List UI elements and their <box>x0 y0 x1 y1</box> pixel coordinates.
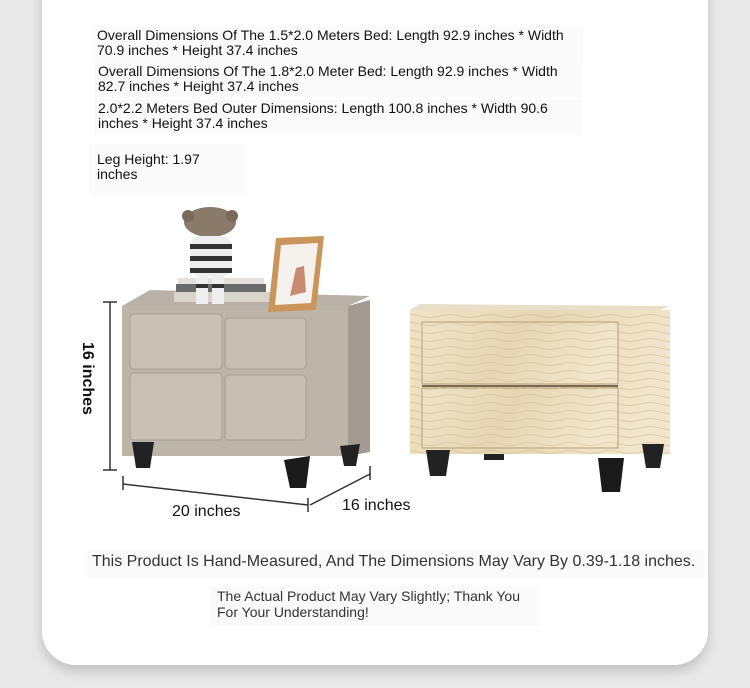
spec-bed-1-5: Overall Dimensions Of The 1.5*2.0 Meters Bed: Length 92.9 inches * Width 70.9 inches * Height 37.4 inches <box>93 26 583 62</box>
depth-label: 16 inches <box>342 497 411 514</box>
width-label: 20 inches <box>172 503 241 520</box>
upholstered-nightstand <box>122 290 370 488</box>
pine-nightstand <box>410 304 670 492</box>
spec-bed-1-8: Overall Dimensions Of The 1.8*2.0 Meter Bed: Length 92.9 inches * Width 82.7 inches * Height 37.4 inches <box>94 62 582 98</box>
measurement-disclaimer: This Product Is Hand-Measured, And The Dimensions May Vary By 0.39-1.18 inches. <box>85 551 705 577</box>
height-dimension-line <box>103 302 117 470</box>
spec-leg-height: Leg Height: 1.97 inches <box>89 144 245 196</box>
thank-you-note: The Actual Product May Vary Slightly; Thank You For Your Understanding! <box>210 586 540 626</box>
photo-frame <box>268 236 324 312</box>
height-label: 16 inches <box>79 342 96 415</box>
spec-bed-2-0: 2.0*2.2 Meters Bed Outer Dimensions: Length 100.8 inches * Width 90.6 inches * Height 37.4 inches <box>94 99 582 135</box>
